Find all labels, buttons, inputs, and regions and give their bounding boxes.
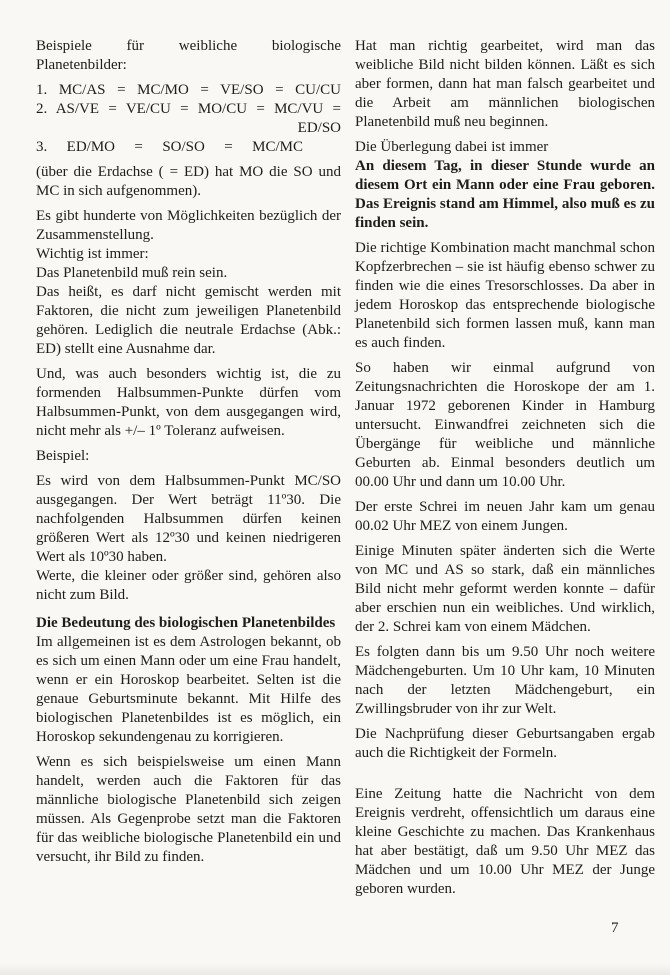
important-label: Wichtig ist immer: [36, 246, 149, 262]
consideration-intro: Die Überlegung dabei ist immer [355, 139, 549, 155]
example-values-note: Werte, die kleiner oder größer sind, gehören also nicht zum Bild. [36, 568, 341, 603]
example-label: Beispiel: [36, 448, 90, 464]
combination-paragraph: Die richtige Kombination macht manchmal schon Kopfzerbrechen – sie ist häufig ebenso schwer zu finden wie die eines Tresorschlosses. Da aber in jedem Horoskop das entsprechende biologische Planetenbild sich formen lassen muß, kann man es auch finden. [355, 240, 655, 351]
formula-line-2: 2. AS/VE = VE/CU = MO/CU = MC/VU = [36, 101, 341, 117]
verification-paragraph: Hat man richtig gearbeitet, wird man das weibliche Bild nicht bilden können. Läßt es sich aber formen, dann hat man falsch gearbeitet und die Arbeit am männlichen biologischen Planetenbild muß neu beginnen. [355, 38, 655, 130]
section-heading: Die Bedeutung des biologischen Planetenbildes [36, 615, 336, 631]
right-column [355, 37, 655, 905]
formula-list [36, 81, 341, 157]
formula-check-paragraph: Die Nachprüfung dieser Geburtsangaben ergab auch die Richtigkeit der Formeln. [355, 726, 655, 761]
tolerance-paragraph: Und, was auch besonders wichtig ist, die zu formenden Halbsummen-Punkte dürfen vom Halbsummen-Punkt, von dem ausgegangen wird, nicht mehr als +/– 1º Toleranz aufweisen. [36, 366, 341, 439]
page-content [36, 37, 655, 905]
earth-axis-note: (über die Erdachse ( = ED) hat MO die SO und MC in sich aufgenommen). [36, 164, 341, 199]
rule-pure-image: Das Planetenbild muß rein sein. [36, 265, 228, 281]
consideration-bold-statement: An diesem Tag, in dieser Stunde wurde an diesem Ort ein Mann oder eine Frau geboren. Das Ereignis stand am Himmel, also muß es zu finden sein. [355, 158, 655, 231]
formula-line-3: 3. ED/MO = SO/SO = MC/MC [36, 139, 303, 155]
left-column [36, 37, 341, 905]
rules-block [36, 207, 341, 359]
meaning-paragraph-2: Wenn es sich beispielsweise um einen Mann handelt, werden auch die Faktoren für das männliche biologische Planetenbild sich zeigen müssen. Als Gegenprobe setzt man die Faktoren für das weibliche biologische Planetenbild ein und versucht, ihr Bild zu finden. [36, 754, 341, 865]
meaning-paragraph-1: Im allgemeinen ist es dem Astrologen bekannt, ob es sich um einen Mann oder um eine Frau handelt, wenn er ein Horoskop bearbeitet. Selten ist die genaue Geburtsminute bekannt. Mit Hilfe des biologischen Planetenbildes ist es möglich, ein Horoskop sekundengenau zu korrigieren. [36, 634, 341, 745]
formula-line-1: 1. MC/AS = MC/MO = VE/SO = CU/CU [36, 82, 341, 98]
first-cry-paragraph: Der erste Schrei im neuen Jahr kam um genau 00.02 Uhr MEZ von einem Jungen. [355, 499, 655, 534]
girl-births-paragraph: Es folgten dann bis um 9.50 Uhr noch weitere Mädchengeburten. Um 10 Uhr kam, 10 Minuten nach der letzten Mädchengeburt, ein Zwillingsbruder von ihr zur Welt. [355, 644, 655, 717]
values-change-paragraph: Einige Minuten später änderten sich die Werte von MC und AS so stark, daß ein männliches Bild nicht mehr geformt werden konnte – dafür aber erschien nun ein weibliches. Und wirklich, der 2. Schrei kam von einem Mädchen. [355, 543, 655, 635]
page-number: 7 [611, 920, 619, 936]
consideration-block [355, 138, 655, 233]
newspaper-twist-paragraph: Eine Zeitung hatte die Nachricht von dem Ereignis verdreht, offensichtlich um daraus eine kleine Geschichte zu machen. Das Krankenhaus hat aber bestätigt, daß um 9.50 Uhr MEZ das Mädchen und um 10.00 Uhr MEZ der Junge geboren wurden. [355, 786, 655, 897]
intro-paragraph: Beispiele für weibliche biologische Planetenbilder: [36, 38, 341, 73]
newspaper-study-paragraph: So haben wir einmal aufgrund von Zeitungsnachrichten die Horoskope der am 1. Januar 1972 geborenen Kinder in Hamburg untersucht. Einwandfrei zeichneten sich die Übergänge für weibliche und männliche Geburten ab. Einmal besonders deutlich um 00.00 Uhr und dann um 10.00 Uhr. [355, 360, 655, 490]
example-text: Es wird von dem Halbsummen-Punkt MC/SO ausgegangen. Der Wert beträgt 11º30. Die nachfolgenden Halbsummen dürfen keinen größeren Wert als 12º30 und keinen niedrigeren Wert als 10º30 haben. [36, 473, 341, 565]
formula-line-2-overflow: ED/SO [297, 120, 341, 136]
example-block [36, 472, 341, 605]
possibilities-text: Es gibt hunderte von Möglichkeiten bezüglich der Zusammenstellung. [36, 208, 341, 243]
rule-no-mixing: Das heißt, es darf nicht gemischt werden mit Faktoren, die nicht zum jeweiligen Planetenbild gehören. Lediglich die neutrale Erdachse (Abk.: ED) stellt eine Ausnahme dar. [36, 284, 341, 357]
